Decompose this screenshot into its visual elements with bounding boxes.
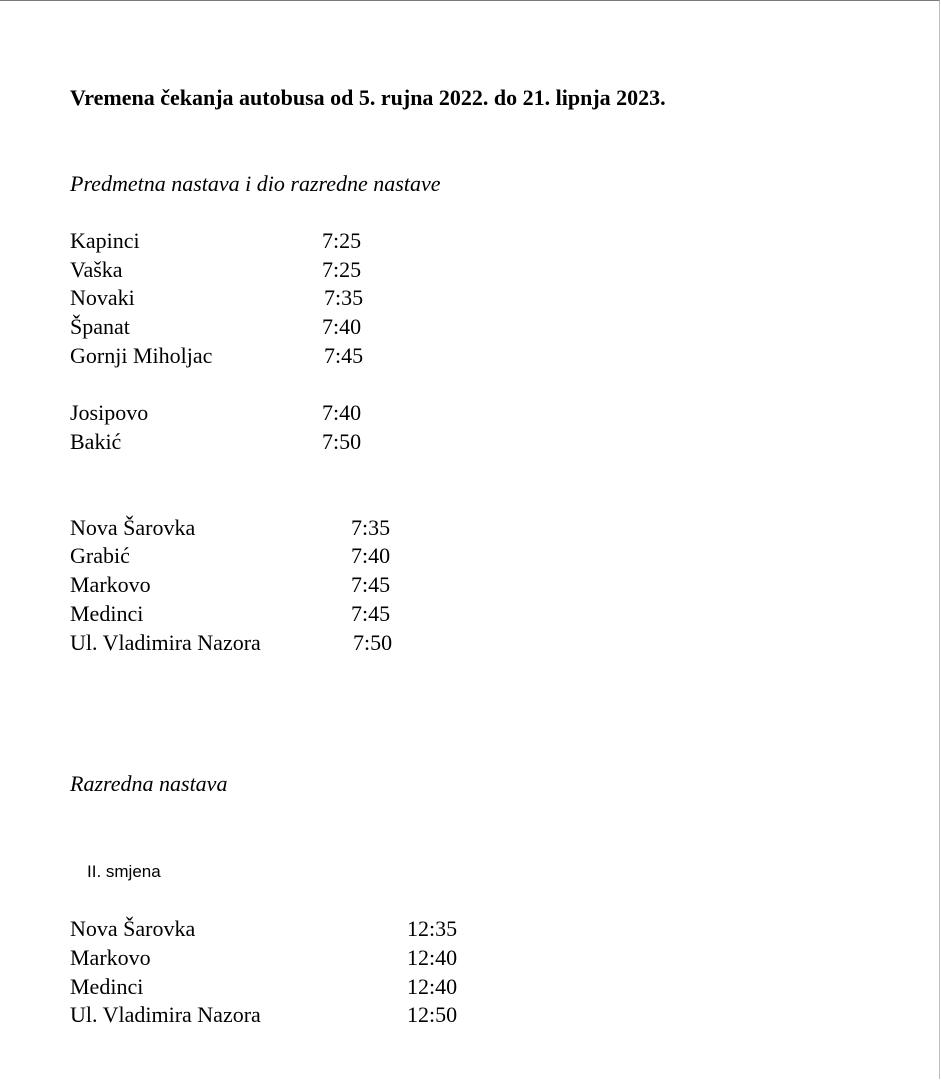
section-heading-predmetna: Predmetna nastava i dio razredne nastave [70, 171, 441, 196]
departure-time: 7:40 [322, 400, 362, 425]
stop-name: Vaška [70, 257, 123, 282]
departure-time: 7:40 [322, 314, 362, 339]
departure-time: 7:25 [322, 228, 362, 253]
departure-time: 7:35 [351, 515, 391, 540]
stop-name: Grabić [70, 543, 130, 568]
departure-time: 12:35 [407, 916, 458, 941]
stop-name: Nova Šarovka [70, 515, 196, 540]
stop-name: Španat [70, 314, 130, 339]
departure-time: 7:40 [351, 543, 391, 568]
stop-name: Kapinci [70, 228, 140, 253]
stop-name: Gornji Miholjac [70, 343, 213, 368]
departure-time: 7:50 [353, 630, 393, 655]
stop-name: Medinci [70, 601, 144, 626]
document-title: Vremena čekanja autobusa od 5. rujna 2022. do 21. lipnja 2023. [70, 85, 666, 110]
departure-time: 7:45 [351, 601, 391, 626]
departure-time: 7:45 [351, 572, 391, 597]
departure-time: 12:40 [407, 974, 458, 999]
stop-name: Markovo [70, 945, 151, 970]
departure-time: 7:45 [324, 343, 364, 368]
stop-name: Bakić [70, 429, 122, 454]
shift-label: II. smjena [87, 862, 161, 881]
stop-name: Medinci [70, 974, 144, 999]
departure-time: 7:35 [324, 285, 364, 310]
departure-time: 12:50 [407, 1002, 458, 1027]
stop-name: Ul. Vladimira Nazora [70, 630, 261, 655]
stop-name: Markovo [70, 572, 151, 597]
section-heading-razredna: Razredna nastava [70, 771, 228, 796]
stop-name: Josipovo [70, 400, 149, 425]
stop-name: Novaki [70, 285, 135, 310]
departure-time: 12:40 [407, 945, 458, 970]
departure-time: 7:25 [322, 257, 362, 282]
stop-name: Ul. Vladimira Nazora [70, 1002, 261, 1027]
departure-time: 7:50 [322, 429, 362, 454]
stop-name: Nova Šarovka [70, 916, 196, 941]
